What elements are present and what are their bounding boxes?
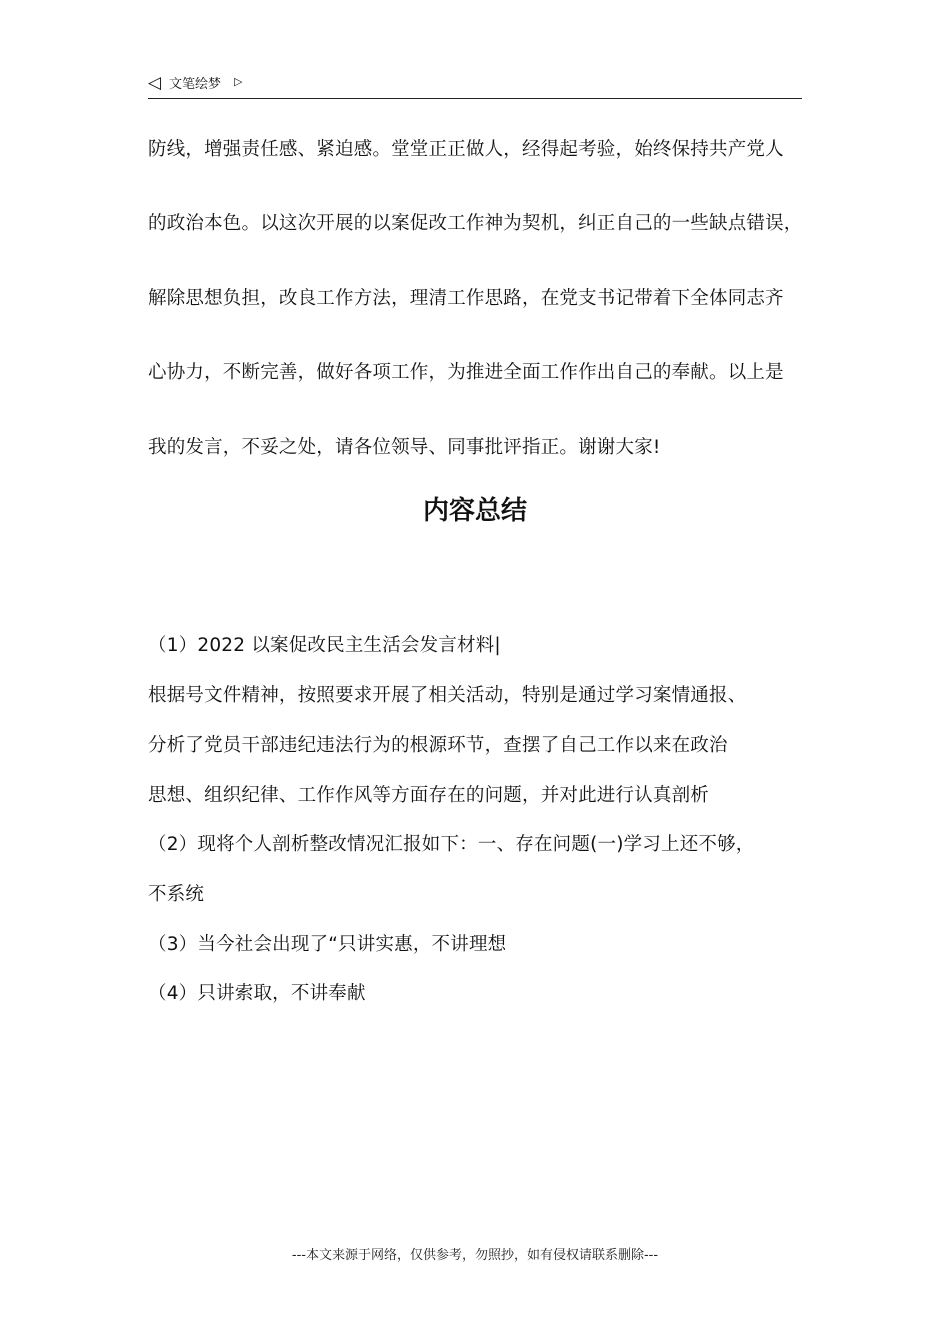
summary-line: 分析了党员干部违纪违法行为的根源环节，查摆了自己工作以来在政治 xyxy=(148,735,728,756)
summary-title: 内容总结 xyxy=(422,496,527,526)
summary-line: （4）只讲索取，不讲奉献 xyxy=(148,983,366,1004)
body-line: 我的发言，不妥之处，请各位领导、同事批评指正。谢谢大家! xyxy=(148,437,661,458)
summary-line: 思想、组织纪律、工作作风等方面存在的问题，并对此进行认真剖析 xyxy=(148,785,710,806)
body-line: 心协力，不断完善，做好各项工作，为推进全面工作作出自己的奉献。以上是 xyxy=(148,362,784,383)
summary-line: （2）现将个人剖析整改情况汇报如下：一、存在问题(一)学习上还不够， xyxy=(148,834,755,855)
page-header xyxy=(148,72,802,99)
summary-line: 根据号文件精神，按照要求开展了相关活动，特别是通过学习案情通报、 xyxy=(148,685,747,706)
body-line: 防线，增强责任感、紧迫感。堂堂正正做人，经得起考验，始终保持共产党人 xyxy=(148,139,784,160)
summary-line: （3）当今社会出现了“只讲实惠，不讲理想 xyxy=(148,934,507,955)
header-brand: 文笔绘梦 xyxy=(169,77,222,92)
body-line: 的政治本色。以这次开展的以案促改工作神为契机，纠正自己的一些缺点错误， xyxy=(148,213,803,234)
summary-line: （1）2022 以案促改民主生活会发言材料| xyxy=(148,635,501,656)
summary-line: 不系统 xyxy=(148,884,205,905)
page-footer: ---本文来源于网络，仅供参考，勿照抄，如有侵权请联系删除--- xyxy=(291,1248,659,1263)
right-triangle-icon: ▷ xyxy=(234,75,243,88)
body-line: 解除思想负担，改良工作方法，理清工作思路，在党支书记带着下全体同志齐 xyxy=(148,288,784,309)
left-triangle-icon: ◁ xyxy=(148,73,162,93)
